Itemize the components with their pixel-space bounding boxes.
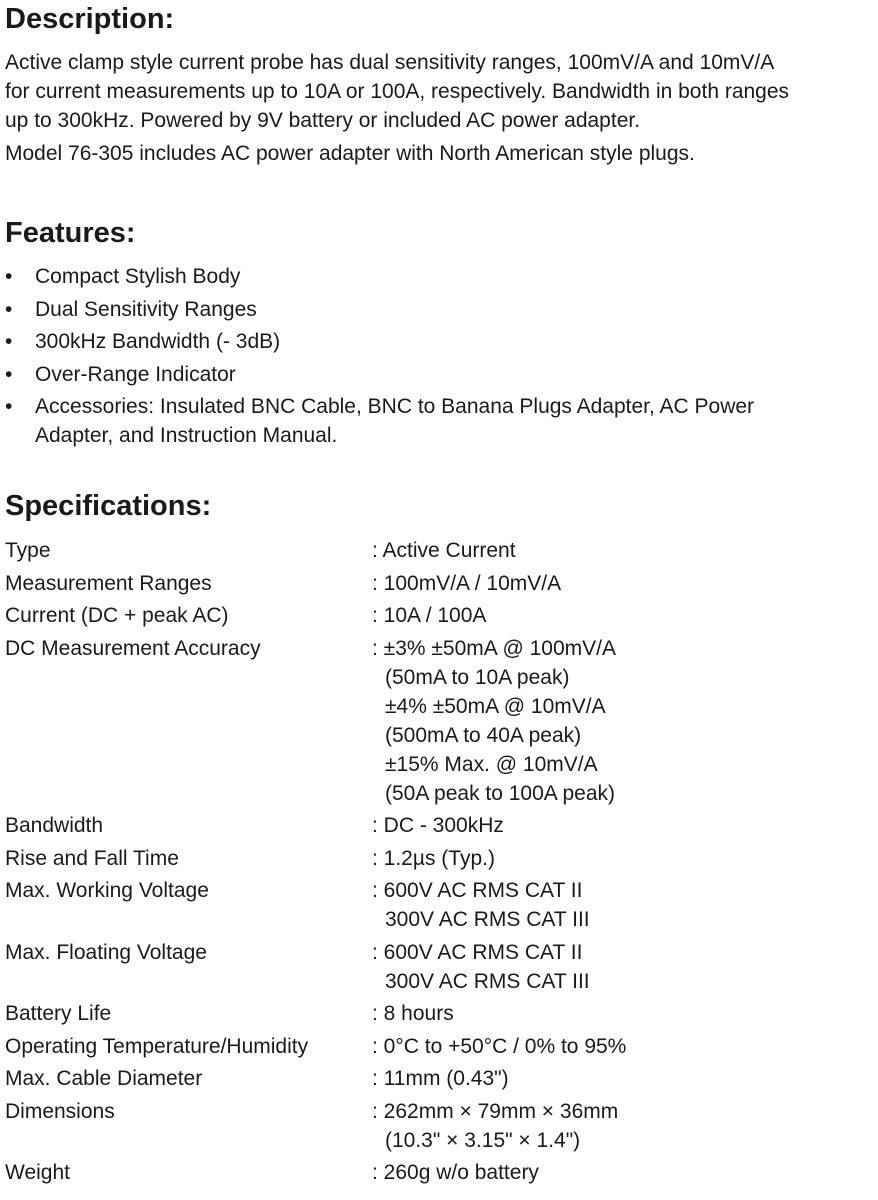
spec-row: [0, 999, 878, 1028]
spec-label: Type: [5, 539, 51, 562]
spec-value-line: : 100mV/A / 10mV/A: [372, 571, 562, 595]
spec-value-line: : 260g w/o battery: [372, 1161, 539, 1184]
spec-value-line: (500mA to 40A peak): [385, 723, 582, 747]
list-item: [0, 392, 878, 450]
spec-value-line: : Active Current: [372, 539, 516, 562]
spec-row: [0, 569, 878, 598]
feature-text: 300kHz Bandwidth (- 3dB): [35, 330, 281, 353]
spec-value-line: : 262mm × 79mm × 36mm: [372, 1099, 619, 1123]
feature-text: Over-Range Indicator: [35, 362, 236, 386]
feature-text: Dual Sensitivity Ranges: [35, 297, 257, 321]
model-note-text: Model 76-305 includes AC power adapter with North American style plugs.: [5, 142, 695, 165]
spec-value-line: : DC - 300kHz: [372, 814, 504, 837]
spec-label: Weight: [5, 1161, 70, 1184]
model-note: [5, 139, 875, 168]
spec-row: [0, 938, 878, 996]
spec-value: [372, 536, 878, 565]
spec-row: [0, 1158, 878, 1187]
spec-value-line: : 11mm (0.43"): [372, 1067, 509, 1090]
spec-value-line: (50mA to 10A peak): [385, 665, 570, 689]
spec-value: [372, 1158, 878, 1187]
spec-value-line: (50A peak to 100A peak): [385, 781, 616, 805]
spec-label: Battery Life: [5, 1002, 112, 1025]
bullet-icon: •: [5, 330, 13, 353]
spec-value: [372, 999, 878, 1028]
spec-value-line: : 0°C to +50°C / 0% to 95%: [372, 1034, 627, 1058]
spec-row: [0, 634, 878, 808]
spec-label: Max. Working Voltage: [5, 879, 209, 902]
list-item: [0, 295, 878, 324]
spec-value-line: : 8 hours: [372, 1002, 454, 1025]
feature-text: Adapter, and Instruction Manual.: [35, 424, 338, 447]
spec-value-line: : 10A / 100A: [372, 604, 487, 627]
spec-row: [0, 601, 878, 630]
spec-value-line: : ±3% ±50mA @ 100mV/A: [372, 636, 616, 660]
spec-value-line: : 600V AC RMS CAT II: [372, 940, 583, 964]
spec-label: DC Measurement Accuracy: [5, 636, 261, 660]
bullet-icon: •: [5, 265, 13, 288]
spec-row: [0, 844, 878, 873]
description-line: for current measurements up to 10A or 100A, respectively. Bandwidth in both ranges: [5, 80, 790, 103]
bullet-icon: •: [5, 395, 13, 418]
spec-value-line: : 1.2µs (Typ.): [372, 846, 495, 870]
spec-label: Bandwidth: [5, 814, 104, 837]
spec-label: Rise and Fall Time: [5, 846, 179, 870]
list-item: [0, 327, 878, 356]
spec-value: [372, 634, 878, 808]
spec-value: [372, 811, 878, 840]
spec-label: Current (DC + peak AC): [5, 604, 229, 627]
spec-value-line: : 600V AC RMS CAT II: [372, 879, 583, 902]
specifications-table: [0, 536, 878, 1191]
spec-value: [372, 938, 878, 996]
spec-value: [372, 1032, 878, 1061]
spec-value: [372, 569, 878, 598]
spec-row: [0, 1097, 878, 1155]
spec-row: [0, 536, 878, 565]
spec-row: [0, 811, 878, 840]
spec-value-line: 300V AC RMS CAT III: [385, 908, 590, 931]
spec-label: Operating Temperature/Humidity: [5, 1034, 309, 1058]
bullet-icon: •: [5, 362, 13, 386]
feature-text: Accessories: Insulated BNC Cable, BNC to Banana Plugs Adapter, AC Power: [35, 395, 755, 418]
list-item: [0, 262, 878, 291]
spec-label: Max. Cable Diameter: [5, 1067, 203, 1090]
spec-value-line: ±15% Max. @ 10mV/A: [385, 752, 598, 776]
spec-value: [372, 876, 878, 934]
features-heading: Features:: [5, 217, 136, 249]
spec-row: [0, 1064, 878, 1093]
specifications-heading: Specifications:: [5, 490, 212, 522]
features-list: [0, 262, 878, 454]
spec-label: Max. Floating Voltage: [5, 940, 207, 964]
spec-row: [0, 876, 878, 934]
spec-value-line: ±4% ±50mA @ 10mV/A: [385, 694, 606, 718]
feature-text: Compact Stylish Body: [35, 265, 241, 288]
spec-label: Dimensions: [5, 1099, 115, 1123]
spec-row: [0, 1032, 878, 1061]
spec-value: [372, 1097, 878, 1155]
bullet-icon: •: [5, 297, 13, 321]
description-heading: Description:: [5, 3, 175, 35]
description-paragraph: [5, 48, 875, 135]
description-line: Active clamp style current probe has dual sensitivity ranges, 100mV/A and 10mV/A: [5, 51, 775, 74]
spec-value: [372, 601, 878, 630]
spec-value: [372, 1064, 878, 1093]
spec-label: Measurement Ranges: [5, 571, 212, 595]
spec-value-line: 300V AC RMS CAT III: [385, 969, 590, 993]
description-line: up to 300kHz. Powered by 9V battery or included AC power adapter.: [5, 109, 641, 132]
spec-value: [372, 844, 878, 873]
spec-value-line: (10.3" × 3.15" × 1.4"): [385, 1128, 581, 1152]
list-item: [0, 360, 878, 389]
